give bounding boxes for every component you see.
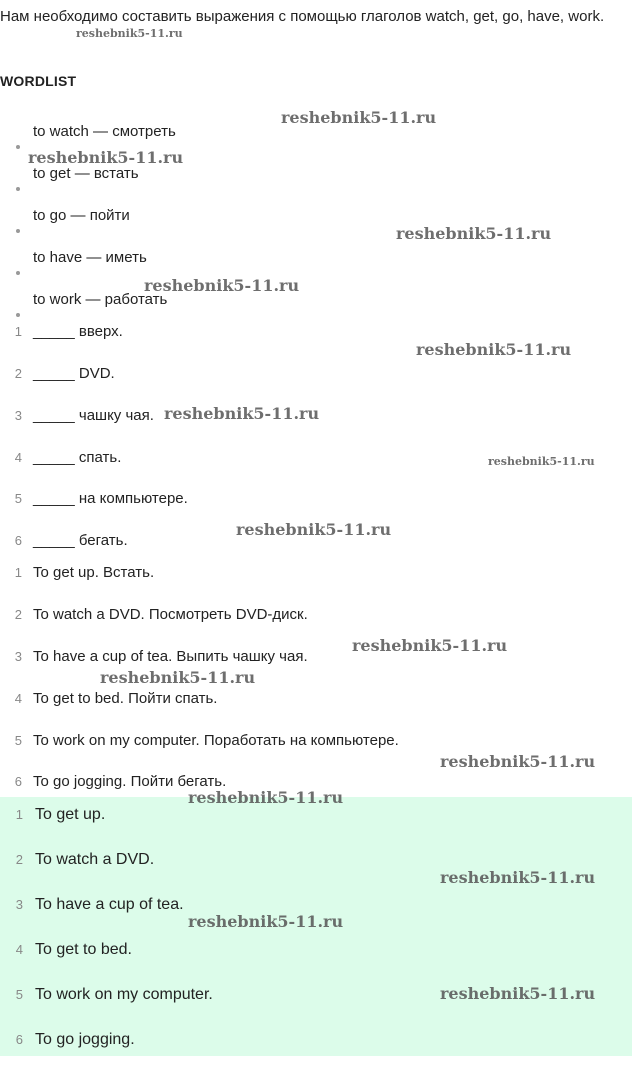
- item-number: 1: [15, 807, 23, 822]
- exercise-item: [0, 530, 128, 552]
- translation-item: [0, 688, 217, 710]
- exercise-item: [0, 405, 154, 427]
- watermark: reshebnik5-11.ru: [144, 276, 300, 295]
- exercise-item: [0, 321, 123, 343]
- wordlist-item: [0, 205, 130, 227]
- watermark: reshebnik5-11.ru: [28, 148, 184, 167]
- translation-text: To work on my computer. Поработать на компьютере.: [33, 732, 399, 749]
- answer-text: To get up.: [35, 806, 106, 823]
- item-number: 6: [14, 774, 22, 789]
- item-number: 2: [14, 366, 22, 381]
- item-number: 6: [15, 1032, 23, 1047]
- item-number: 1: [14, 565, 22, 580]
- item-number: 3: [15, 897, 23, 912]
- watermark: reshebnik5-11.ru: [236, 520, 392, 539]
- item-number: 5: [15, 987, 23, 1002]
- translation-item: [0, 604, 308, 626]
- answer-text: To watch a DVD.: [35, 851, 155, 868]
- watermark: reshebnik5-11.ru: [164, 404, 320, 423]
- exercise-item: [0, 488, 188, 510]
- answer-text: To get to bed.: [35, 941, 132, 958]
- watermark: reshebnik5-11.ru: [100, 668, 256, 687]
- exercise-text: _____ чашку чая.: [33, 407, 154, 424]
- wordlist-item-text: to get — встать: [33, 165, 139, 182]
- watermark: reshebnik5-11.ru: [440, 868, 596, 887]
- item-number: 5: [14, 491, 22, 506]
- translation-text: To get to bed. Пойти спать.: [33, 690, 218, 707]
- watermark: reshebnik5-11.ru: [440, 984, 596, 1003]
- wordlist-heading: WORDLIST: [0, 73, 77, 89]
- exercise-text: _____ спать.: [33, 449, 122, 466]
- translation-text: To have a cup of tea. Выпить чашку чая.: [33, 648, 308, 665]
- watermark: reshebnik5-11.ru: [488, 455, 595, 468]
- answer-item: [0, 894, 184, 916]
- wordlist-item: [0, 247, 147, 269]
- answer-item: [0, 1029, 135, 1051]
- watermark: reshebnik5-11.ru: [188, 788, 344, 807]
- answer-text: To work on my computer.: [35, 986, 213, 1003]
- answer-item: [0, 939, 132, 961]
- translation-item: [0, 730, 399, 752]
- watermark: reshebnik5-11.ru: [352, 636, 508, 655]
- exercise-text: _____ DVD.: [33, 365, 115, 382]
- answer-item: [0, 849, 154, 871]
- translation-item: [0, 646, 308, 668]
- exercise-item: [0, 447, 121, 469]
- wordlist-item-text: to work — работать: [33, 291, 168, 308]
- answer-item: [0, 804, 105, 826]
- item-number: 4: [14, 450, 22, 465]
- watermark: reshebnik5-11.ru: [440, 752, 596, 771]
- item-number: 4: [15, 942, 23, 957]
- wordlist-item-text: to have — иметь: [33, 249, 147, 266]
- answer-item: [0, 984, 213, 1006]
- translation-text: To watch a DVD. Посмотреть DVD-диск.: [33, 606, 308, 623]
- translation-text: To go jogging. Пойти бегать.: [33, 773, 227, 790]
- item-number: 6: [14, 533, 22, 548]
- translation-text: To get up. Встать.: [33, 564, 155, 581]
- wordlist-item: [0, 289, 167, 311]
- exercise-text: _____ на компьютере.: [33, 490, 188, 507]
- task-description: Нам необходимо составить выражения с помощью глаголов watch, get, go, have, work.: [0, 8, 605, 25]
- exercise-text: _____ бегать.: [33, 532, 128, 549]
- watermark: reshebnik5-11.ru: [396, 224, 552, 243]
- watermark: reshebnik5-11.ru: [76, 27, 183, 40]
- watermark: reshebnik5-11.ru: [188, 912, 344, 931]
- wordlist-item-text: to go — пойти: [33, 207, 130, 224]
- item-number: 2: [15, 852, 23, 867]
- answer-text: To have a cup of tea.: [35, 896, 184, 913]
- wordlist-item: [0, 121, 176, 143]
- item-number: 2: [14, 607, 22, 622]
- watermark: reshebnik5-11.ru: [281, 108, 437, 127]
- item-number: 5: [14, 733, 22, 748]
- exercise-item: [0, 363, 115, 385]
- item-number: 3: [14, 649, 22, 664]
- wordlist-item-text: to watch — смотреть: [33, 123, 176, 140]
- item-number: 4: [14, 691, 22, 706]
- item-number: 1: [14, 324, 22, 339]
- exercise-text: _____ вверх.: [33, 323, 123, 340]
- watermark: reshebnik5-11.ru: [416, 340, 572, 359]
- translation-item: [0, 562, 154, 584]
- item-number: 3: [14, 408, 22, 423]
- answer-text: To go jogging.: [35, 1031, 135, 1048]
